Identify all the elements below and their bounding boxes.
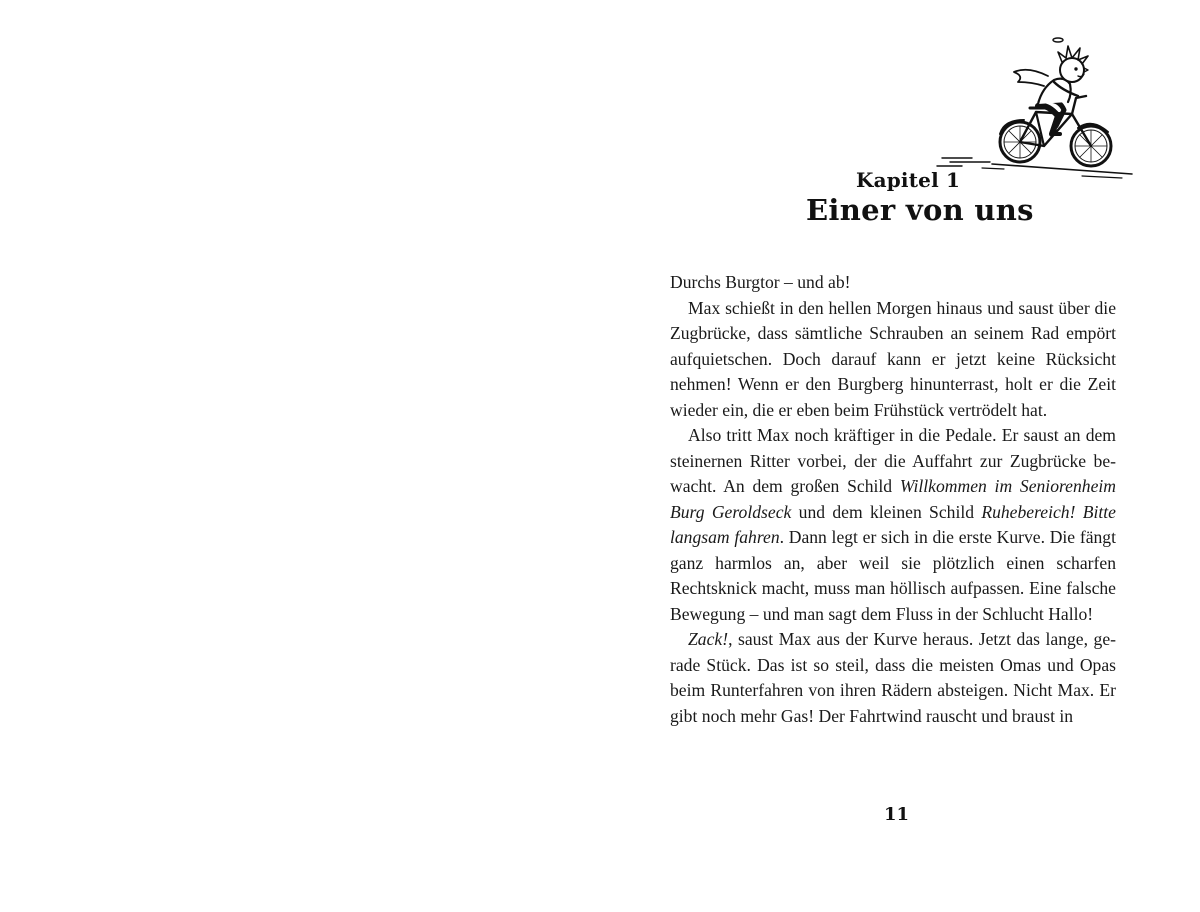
chapter-title: Einer von uns	[806, 193, 1034, 227]
text-run: Durchs Burgtor – und ab!	[670, 272, 851, 292]
text-run: . Dann legt er sich in die erste Kurve. Die fängt ganz harmlos an, aber weil sie plötzlich einen scharfen Rechtsknick macht, muss man höllisch aufpassen. Eine falsche Bewegung – und man sagt dem Fluss in der Schlucht Hallo!	[670, 527, 1116, 624]
sign-text-welcome: Willkommen im Seniorenheim Burg Geroldseck	[670, 476, 1116, 522]
body-text	[670, 270, 1116, 729]
paragraph	[670, 627, 1116, 729]
paragraph	[670, 296, 1116, 424]
page-number: 11	[884, 804, 910, 825]
exclamation-text: Zack!	[688, 629, 729, 649]
text-run: , saust Max aus der Kurve heraus. Jetzt das lange, gerade Stück. Das ist so steil, dass die meisten Omas und Opas beim Runterfahren von ihren Rädern absteigen. Nicht Max. Er gibt noch mehr Gas! Der Fahrtwind rauscht und braust in	[670, 629, 1116, 726]
paragraph	[670, 270, 1116, 296]
text-run: Max schießt in den hellen Morgen hinaus und saust über die Zugbrücke, dass sämtliche Schrauben an seinem Rad empört aufquietschen. Doch darauf kann er jetzt keine Rücksicht nehmen! Wenn er den Burgberg hinunterrast, holt er die Zeit wieder ein, die er eben beim Frühstück vertrödelt hat.	[670, 297, 1116, 420]
chapter-label: Kapitel 1	[856, 168, 961, 192]
text-run: Also tritt Max noch kräftiger in die Pedale. Er saust an dem steinernen Ritter vorbei, der die Auffahrt zur Zugbrücke bewacht. An dem großen Schild	[670, 425, 1116, 496]
boy-on-bicycle-icon	[932, 36, 1138, 184]
paragraph	[670, 423, 1116, 627]
text-run: und dem kleinen Schild	[791, 501, 982, 522]
sign-text-quiet-zone: Ruhebereich! Bitte langsam fahren	[670, 501, 1116, 547]
